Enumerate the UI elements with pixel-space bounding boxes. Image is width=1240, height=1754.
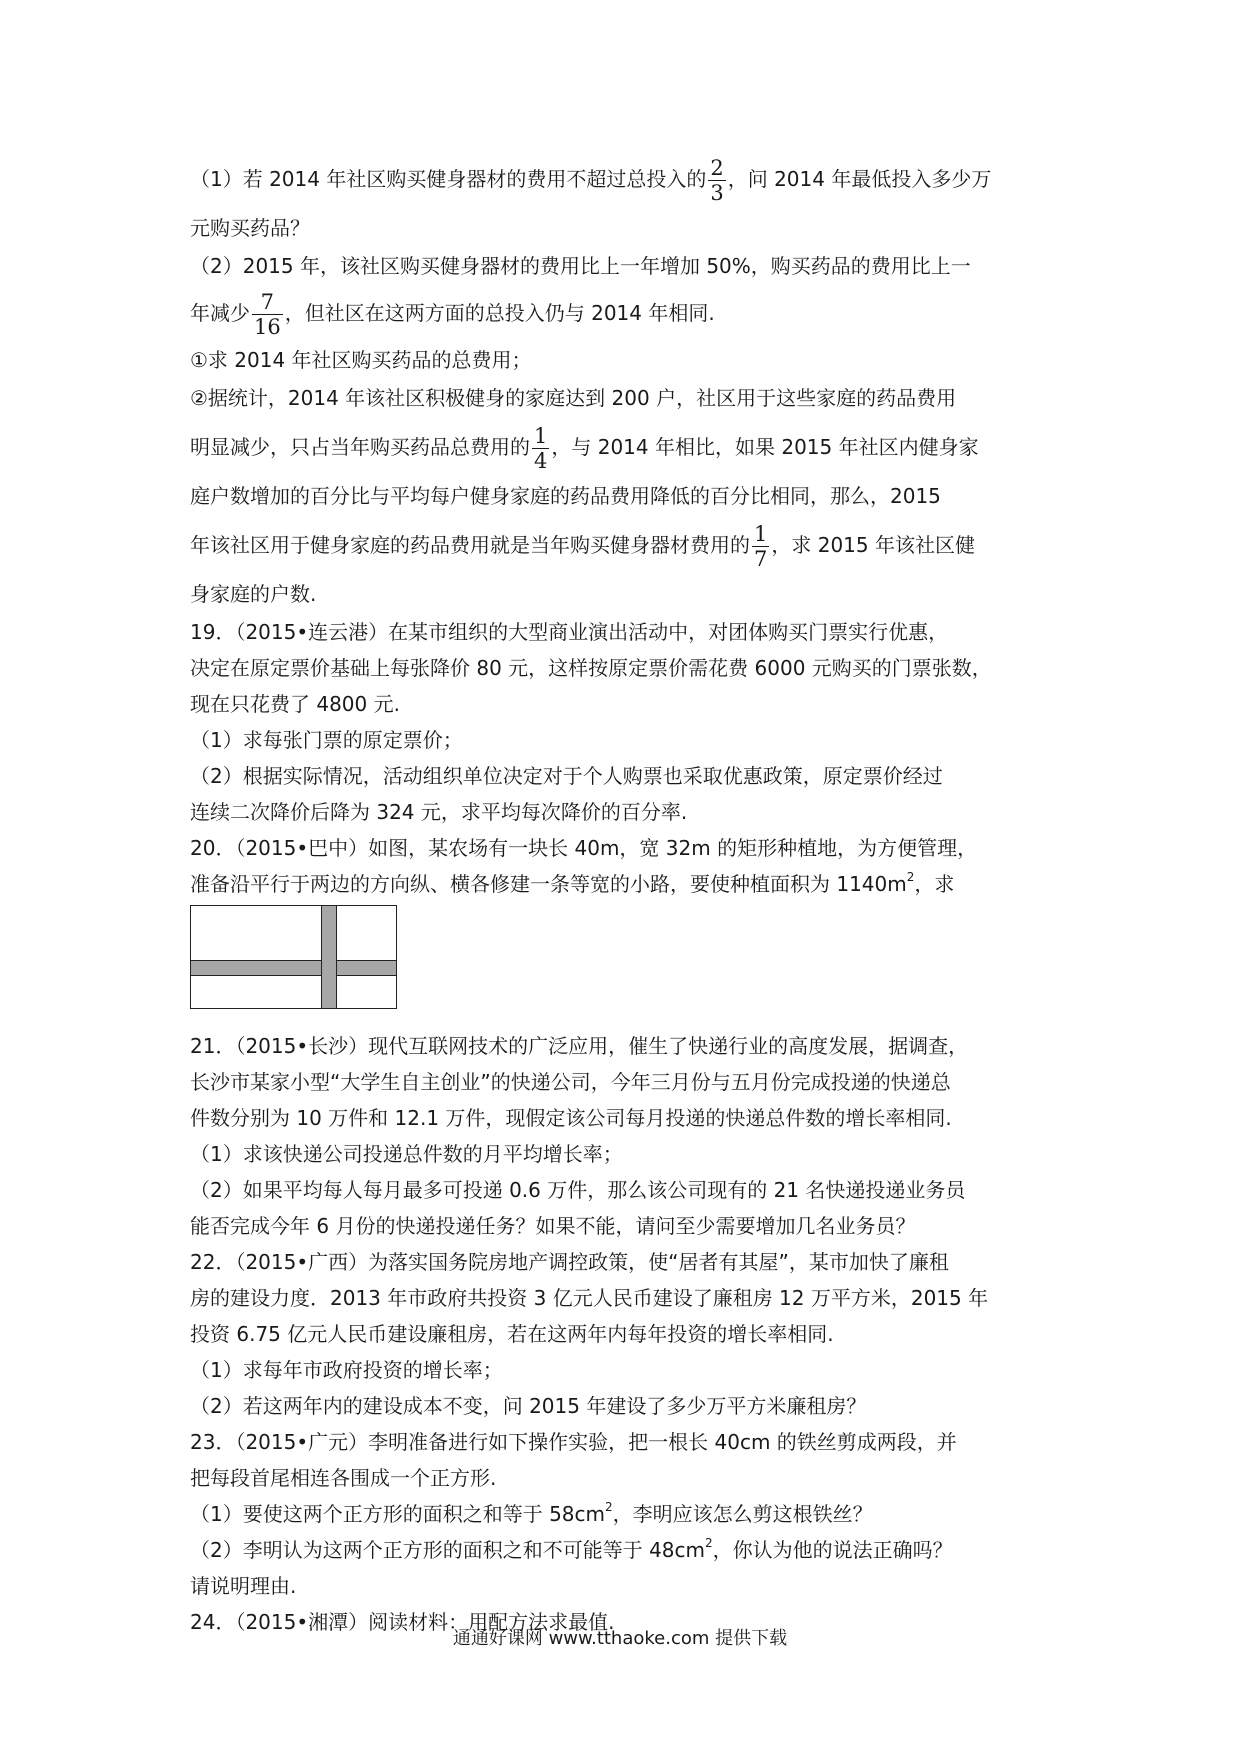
- denominator: 7: [754, 547, 768, 571]
- q20-line2: [190, 866, 1050, 902]
- q21-line1: 21．（2015•长沙）现代互联网技术的广泛应用，催生了快递行业的高度发展，据调查，: [190, 1034, 969, 1058]
- field-with-roads-figure: [190, 905, 397, 1009]
- text: 准备沿平行于两边的方向纵、横各修建一条等宽的小路，要使种植面积为 1140m: [190, 872, 907, 896]
- q18-sub2-line1: ②据统计，2014 年该社区积极健身的家庭达到 200 户，社区用于这些家庭的药品费用: [190, 386, 957, 410]
- text: ，求 2015 年该社区健: [771, 533, 975, 557]
- numerator: 1: [534, 424, 548, 448]
- q21-line6: 能否完成今年 6 月份的快递投递任务？如果不能，请问至少需要增加几名业务员？: [190, 1214, 916, 1238]
- text: 明显减少，只占当年购买药品总费用的: [190, 435, 530, 459]
- q22-line5: （2）若这两年内的建设成本不变，问 2015 年建设了多少万平方米廉租房？: [190, 1394, 867, 1418]
- fraction-one-quarter: [532, 424, 549, 473]
- text: ，你认为他的说法正确吗？: [712, 1538, 953, 1562]
- numerator: 2: [710, 156, 724, 180]
- text: （1）若 2014 年社区购买健身器材的费用不超过总投入的: [190, 167, 707, 191]
- q20-line1: 20．（2015•巴中）如图，某农场有一块长 40m，宽 32m 的矩形种植地，为方便管理，: [190, 836, 978, 860]
- text: ，求: [914, 872, 955, 896]
- q23-line3: [190, 1496, 1050, 1532]
- q18-part2-line1: （2）2015 年，该社区购买健身器材的费用比上一年增加 50%，购买药品的费用比上一: [190, 254, 971, 278]
- q19-line4: （1）求每张门票的原定票价；: [190, 728, 463, 752]
- q23-line5: 请说明理由.: [190, 1574, 297, 1598]
- q23-line1: 23．（2015•广元）李明准备进行如下操作实验，把一根长 40cm 的铁丝剪成两段，并: [190, 1430, 957, 1454]
- superscript: 2: [705, 1536, 713, 1551]
- text: ，李明应该怎么剪这根铁丝？: [612, 1502, 873, 1526]
- q23-line4: [190, 1532, 1050, 1568]
- fraction-one-seventh: [752, 522, 769, 571]
- q22-line1: 22．（2015•广西）为落实国务院房地产调控政策，使“居者有其屋”，某市加快了廉租: [190, 1250, 949, 1274]
- q22-line3: 投资 6.75 亿元人民币建设廉租房，若在这两年内每年投资的增长率相同.: [190, 1322, 834, 1346]
- superscript: 2: [906, 870, 915, 885]
- q21-line2: 长沙市某家小型“大学生自主创业”的快递公司，今年三月份与五月份完成投递的快递总: [190, 1070, 951, 1094]
- q22-line4: （1）求每年市政府投资的增长率；: [190, 1358, 503, 1382]
- text: 年减少: [190, 301, 250, 325]
- q18-sub2-line5: 身家庭的户数.: [190, 582, 317, 606]
- fraction-seven-sixteenths: [252, 290, 283, 339]
- denominator: 3: [710, 181, 724, 205]
- text: ，但社区在这两方面的总投入仍与 2014 年相同.: [284, 301, 715, 325]
- q21-line5: （2）如果平均每人每月最多可投递 0.6 万件，那么该公司现有的 21 名快递投递业务员: [190, 1178, 966, 1202]
- q21-line3: 件数分别为 10 万件和 12.1 万件，现假定该公司每月投递的快递总件数的增长率相同.: [190, 1106, 952, 1130]
- q18-part1-line1: [190, 150, 1050, 208]
- text: ，问 2014 年最低投入多少万: [727, 167, 992, 191]
- q23-line2: 把每段首尾相连各围成一个正方形.: [190, 1466, 497, 1490]
- q21-line4: （1）求该快递公司投递总件数的月平均增长率；: [190, 1142, 623, 1166]
- q19-line5: （2）根据实际情况，活动组织单位决定对于个人购票也采取优惠政策，原定票价经过: [190, 764, 943, 788]
- road-intersection: [323, 962, 336, 975]
- numerator: 7: [260, 290, 275, 314]
- q19-line6: 连续二次降价后降为 324 元，求平均每次降价的百分率.: [190, 800, 688, 824]
- q18-part1-line2: 元购买药品？: [190, 216, 310, 240]
- q18-sub2-line4: [190, 516, 1050, 574]
- text: （2）李明认为这两个正方形的面积之和不可能等于 48cm: [190, 1538, 706, 1562]
- denominator: 16: [254, 315, 281, 339]
- horizontal-road: [191, 960, 396, 976]
- page-footer: 通通好课网 www.tthaoke.com 提供下载: [452, 1628, 788, 1649]
- q19-line1: 19．（2015•连云港）在某市组织的大型商业演出活动中，对团体购买门票实行优惠，: [190, 620, 949, 644]
- q18-part2-line2: [190, 284, 1050, 342]
- vertical-road: [321, 906, 337, 1008]
- questions-21-24: [190, 1028, 1050, 1640]
- denominator: 4: [534, 449, 548, 473]
- q18-sub2-line3: 庭户数增加的百分比与平均每户健身家庭的药品费用降低的百分比相同，那么，2015: [190, 484, 941, 508]
- q19-line3: 现在只花费了 4800 元.: [190, 692, 400, 716]
- q18-sub1: ①求 2014 年社区购买药品的总费用；: [190, 348, 532, 372]
- q18-sub2-line2: [190, 418, 1050, 476]
- question-18-continued: [190, 150, 1050, 938]
- text: （1）要使这两个正方形的面积之和等于 58cm: [190, 1502, 606, 1526]
- fraction-two-thirds: [708, 156, 725, 205]
- q19-line2: 决定在原定票价基础上每张降价 80 元，这样按原定票价需花费 6000 元购买的门票张数，: [190, 656, 992, 680]
- text: 年该社区用于健身家庭的药品费用就是当年购买健身器材费用的: [190, 533, 750, 557]
- q24-line1: 24．（2015•湘潭）阅读材料：用配方法求最值.: [190, 1610, 615, 1634]
- text: ，与 2014 年相比，如果 2015 年社区内健身家: [551, 435, 979, 459]
- superscript: 2: [605, 1500, 613, 1515]
- numerator: 1: [754, 522, 768, 546]
- q22-line2: 房的建设力度．2013 年市政府共投资 3 亿元人民币建设了廉租房 12 万平方米，2015 年: [190, 1286, 989, 1310]
